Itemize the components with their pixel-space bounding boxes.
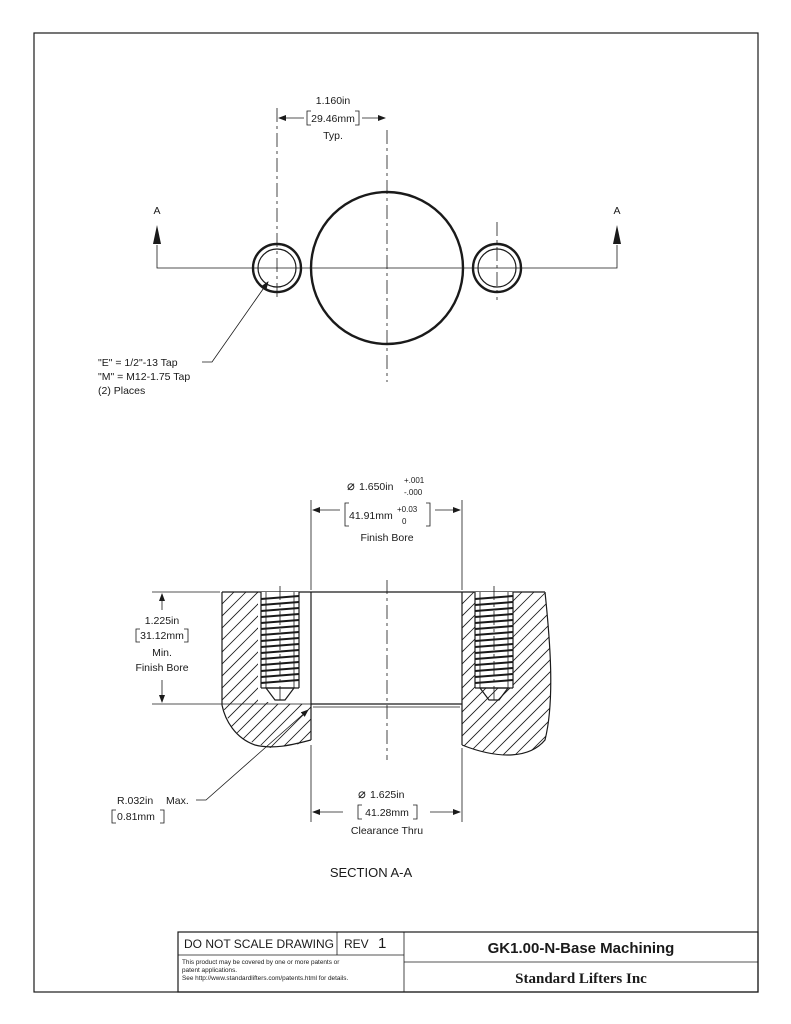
spacing-inch: 1.160in xyxy=(315,95,351,107)
bore-diameter-symbol: ⌀ xyxy=(347,478,355,493)
hatch-line xyxy=(292,592,450,750)
hatch-line xyxy=(510,592,678,760)
clear-mm: 41.28mm xyxy=(365,807,409,819)
depth-note-finish: Finish Bore xyxy=(135,662,189,674)
rev-label: REV xyxy=(344,937,369,951)
hatch-line xyxy=(438,592,606,760)
depth-mm: 31.12mm xyxy=(140,630,184,642)
spacing-note: Typ. xyxy=(323,130,343,142)
spacing-mm: 29.46mm xyxy=(311,113,355,125)
radius-max: Max. xyxy=(166,795,189,807)
do-not-scale-label: DO NOT SCALE DRAWING xyxy=(184,937,335,951)
radius-inch: R.032in xyxy=(117,795,154,807)
title-block xyxy=(178,932,758,992)
hatch-line xyxy=(330,592,498,760)
radius-mm: 0.81mm xyxy=(117,811,155,823)
top-view xyxy=(98,95,621,397)
bore-mm: 41.91mm xyxy=(349,510,393,522)
radius-leader xyxy=(196,710,308,800)
tap-section-left xyxy=(261,586,299,704)
tap-note-line1: "E" = 1/2"-13 Tap xyxy=(98,357,178,369)
hatch-line xyxy=(558,592,726,760)
hatch-line xyxy=(306,592,474,760)
company-name: Standard Lifters Inc xyxy=(515,971,647,987)
hatch-line xyxy=(546,592,714,760)
patent-line1: This product may be covered by one or more patents or xyxy=(182,959,340,966)
drawing-title: GK1.00-N-Base Machining xyxy=(487,940,675,957)
bore-inch-tol-plus: +.001 xyxy=(404,476,425,485)
clear-diameter-symbol: ⌀ xyxy=(358,786,366,801)
clear-note: Clearance Thru xyxy=(350,825,424,837)
hatch-line xyxy=(498,592,666,760)
tap-note-leader xyxy=(202,282,268,362)
hatch-line xyxy=(172,592,330,750)
hatch-line xyxy=(294,592,462,760)
tap-note-line2: "M" = M12-1.75 Tap xyxy=(98,371,191,383)
patent-line2: patent applications. xyxy=(182,967,238,974)
bore-note: Finish Bore xyxy=(360,532,414,544)
bore-mm-tol-minus: 0 xyxy=(402,517,407,526)
patent-line3: See http://www.standardlifters.com/patents.html for details. xyxy=(182,975,349,982)
tap-note-line3: (2) Places xyxy=(98,385,146,397)
section-arrow-left xyxy=(153,225,161,244)
hatch-line xyxy=(280,592,438,750)
depth-note-min: Min. xyxy=(152,647,172,659)
tap-section-right xyxy=(475,586,513,704)
section-view xyxy=(64,476,726,880)
section-marker-left: A xyxy=(153,205,161,217)
section-arrow-right xyxy=(613,225,621,244)
hatch-line xyxy=(318,592,486,760)
sheet-border xyxy=(34,33,758,992)
section-marker-right: A xyxy=(613,205,621,217)
clear-inch: 1.625in xyxy=(370,789,405,801)
bore-mm-tol-plus: +0.03 xyxy=(397,505,418,514)
hatch-line xyxy=(304,592,462,750)
bore-inch: 1.650in xyxy=(359,481,394,493)
section-title: SECTION A-A xyxy=(329,865,413,880)
hatch-line xyxy=(390,592,558,760)
depth-inch: 1.225in xyxy=(144,615,180,627)
bore-inch-tol-minus: -.000 xyxy=(404,488,423,497)
hatch-line xyxy=(534,592,702,760)
rev-value: 1 xyxy=(378,935,387,952)
